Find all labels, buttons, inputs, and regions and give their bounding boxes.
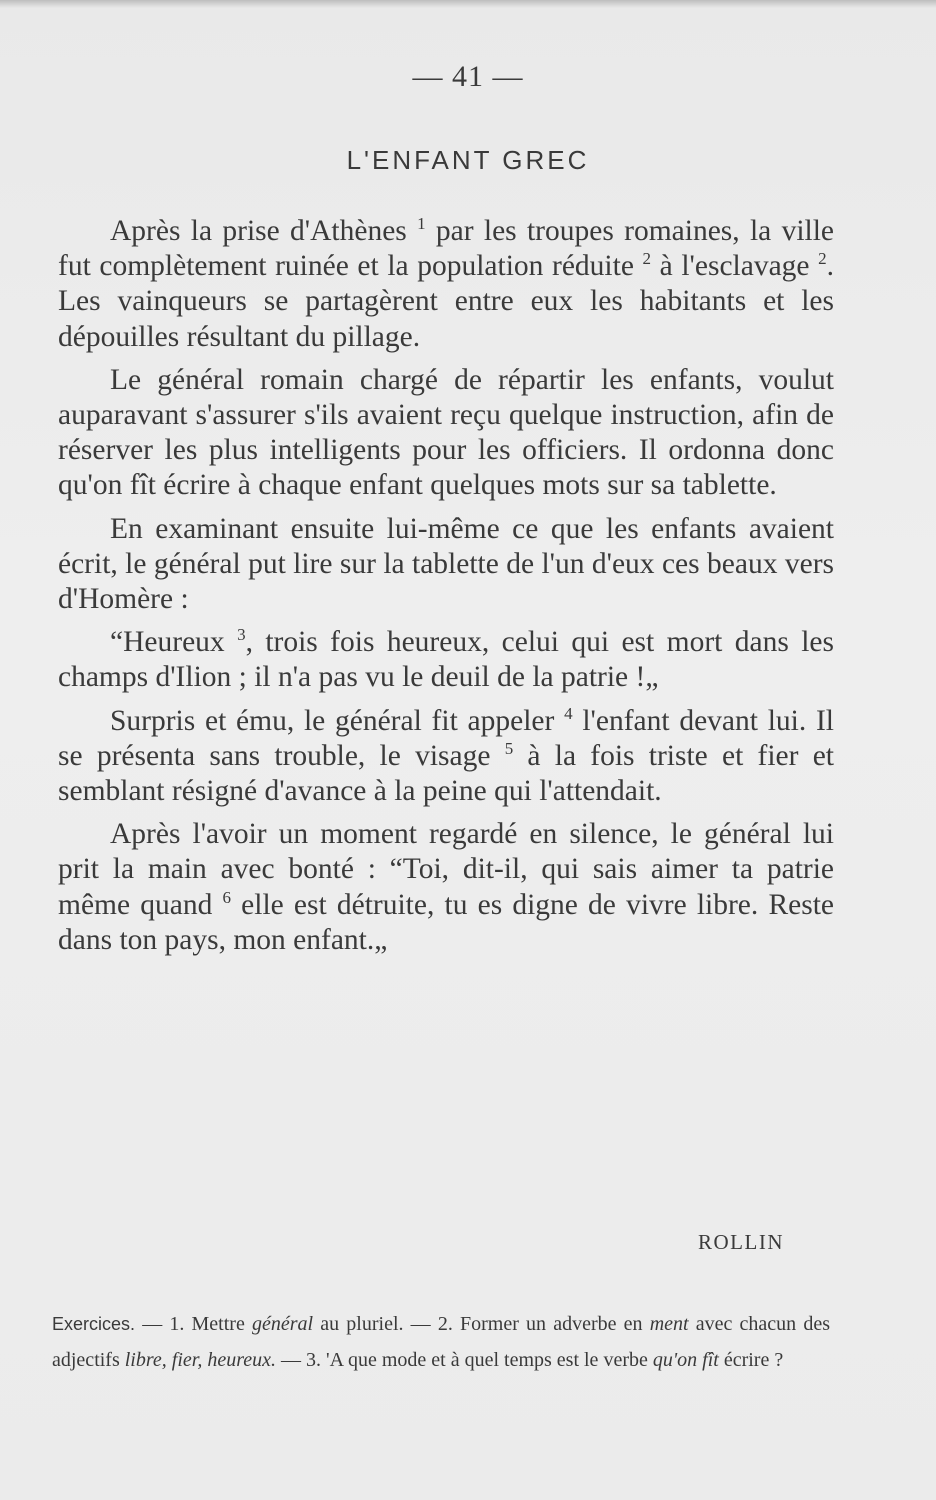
- exercises-text: — 1. Mettre général au pluriel. — 2. Former un adverbe en ment avec chacun des adjectifs libre, fier, heureux. — 3. 'A que mode et à quel temps est le verbe qu'on fît écrire ?: [52, 1313, 831, 1371]
- footnote-ref-5: 5: [504, 739, 514, 759]
- footnote-ref-2: 2: [818, 249, 827, 269]
- footnote-ref-2: 2: [642, 249, 652, 269]
- exercises-block: [52, 1306, 830, 1378]
- page-title: L'ENFANT GREC: [346, 145, 590, 175]
- paragraph-2: Le général romain chargé de répartir les enfants, voulut auparavant s'assurer s'ils avaient reçu quelque instruction, afin de réserver les plus intelligents pour les officiers. Il ordonna donc qu'on fît écrire à chaque enfant quelques mots sur sa tablette.: [58, 363, 834, 502]
- footnote-ref-6: 6: [222, 887, 232, 907]
- footnote-ref-3: 3: [237, 625, 246, 645]
- exercise-italic-term: libre, fier, heureux.: [124, 1349, 277, 1371]
- footnote-ref-1: 1: [417, 214, 426, 234]
- paragraph-5: Surpris et ému, le général fit appeler $^4$ l'enfant devant lui. Il se présenta sans trouble, le visage $^5$ à la fois triste et fier et semblant résigné d'avance à la peine qui l'attendait.: [58, 703, 835, 808]
- page-top-edge: [0, 0, 936, 8]
- paragraph-6: Après l'avoir un moment regardé en silence, le général lui prit la main avec bonté : “Toi, dit-il, qui sais aimer ta patrie même quand $^6$ elle est détruite, tu es digne de vivre libre. Reste dans ton pays, mon enfant.„: [58, 818, 834, 956]
- exercises-label: Exercices.: [52, 1314, 136, 1334]
- exercise-italic-term: général: [252, 1313, 314, 1335]
- page-number: — 41 —: [412, 60, 524, 93]
- footnote-ref-4: 4: [564, 703, 573, 723]
- author-signature: ROLLIN: [698, 1230, 784, 1254]
- paragraph-3: En examinant ensuite lui-même ce que les enfants avaient écrit, le général put lire sur la tablette de l'un d'eux ces beaux vers d'Homère :: [58, 512, 834, 616]
- story-text: [58, 214, 834, 966]
- paragraph-1: Après la prise d'Athènes $^1$ par les troupes romaines, la ville fut complètement ruinée et la population réduite $^2$ à l'esclavage $^2$. Les vainqueurs se partagèrent entre eux les habitants et les dépouilles résultant du pillage.: [58, 214, 835, 353]
- exercise-italic-term: qu'on fît: [652, 1349, 719, 1371]
- exercise-italic-term: ment: [649, 1313, 689, 1335]
- paragraph-4: “Heureux $^3$, trois fois heureux, celui qui est mort dans les champs d'Ilion ; il n'a pas vu le deuil de la patrie !„: [58, 625, 834, 694]
